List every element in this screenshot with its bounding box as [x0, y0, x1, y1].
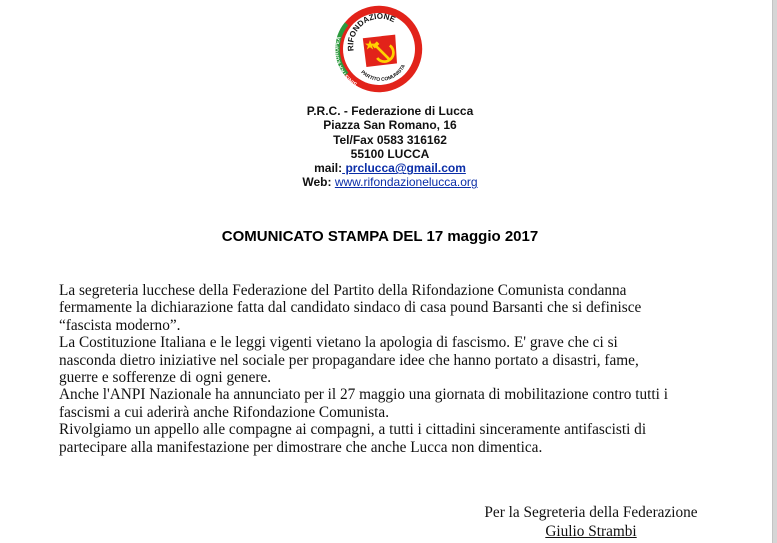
org-name: P.R.C. - Federazione di Lucca — [306, 104, 474, 118]
city: 55100 LUCCA — [350, 146, 430, 161]
body-line: Rivolgiamo un appello alle compagne ai compagni, a tutti i cittadini sinceramente antifascisti di — [59, 421, 647, 439]
phone: Tel/Fax 0583 316162 — [333, 132, 447, 147]
web-row — [280, 175, 500, 189]
address: Piazza San Romano, 16 — [323, 118, 457, 133]
svg-text:RIFONDAZIONE: RIFONDAZIONE — [346, 11, 397, 52]
svg-text:PARTITO COMUNISTA: PARTITO COMUNISTA — [359, 64, 407, 83]
body-line: partecipare alla manifestazione per dimostrare che anche Lucca non dimentica. — [59, 438, 543, 456]
signature-role: Per la Segreteria della Federazione — [484, 504, 698, 521]
signature-block — [478, 503, 704, 541]
body-line: Anche l'ANPI Nazionale ha annunciato per il 27 maggio una giornata di mobilitazione contro tutti i — [59, 386, 668, 404]
body-line: La Costituzione Italiana e le leggi vigenti vietano la apologia di fascismo. E' grave che ci si — [59, 334, 618, 352]
scrollbar-edge[interactable] — [772, 0, 777, 543]
body-line: La segreteria lucchese della Federazione del Partito della Rifondazione Comunista condanna — [59, 282, 627, 299]
mail-row — [280, 161, 500, 175]
signature-name: Giulio Strambi — [545, 523, 637, 540]
body-line: fascismi a cui aderirà anche Rifondazione Comunista. — [59, 403, 390, 421]
body-line: “fascista moderno”. — [59, 316, 181, 334]
press-release-body — [59, 282, 759, 456]
web-label: Web: — [302, 175, 332, 190]
body-line: fermamente la dichiarazione fatta dal candidato sindaco di casa pound Barsanti che si definisce — [59, 299, 642, 317]
mail-link[interactable]: prclucca@gmail.com — [342, 161, 466, 176]
document-title: COMUNICATO STAMPA DEL 17 maggio 2017 — [221, 228, 539, 245]
mail-label: mail: — [314, 161, 343, 176]
web-link[interactable]: www.rifondazionelucca.org — [334, 175, 478, 190]
party-logo — [334, 4, 424, 94]
letterhead — [280, 104, 500, 190]
svg-text:SINISTRA EUROPEA: SINISTRA EUROPEA — [334, 35, 359, 87]
body-line: nasconda dietro iniziative nel sociale per propagandare idee che hanno portato a disastri, fame, — [59, 351, 639, 369]
body-line: guerre e sofferenze di ogni genere. — [59, 369, 272, 387]
